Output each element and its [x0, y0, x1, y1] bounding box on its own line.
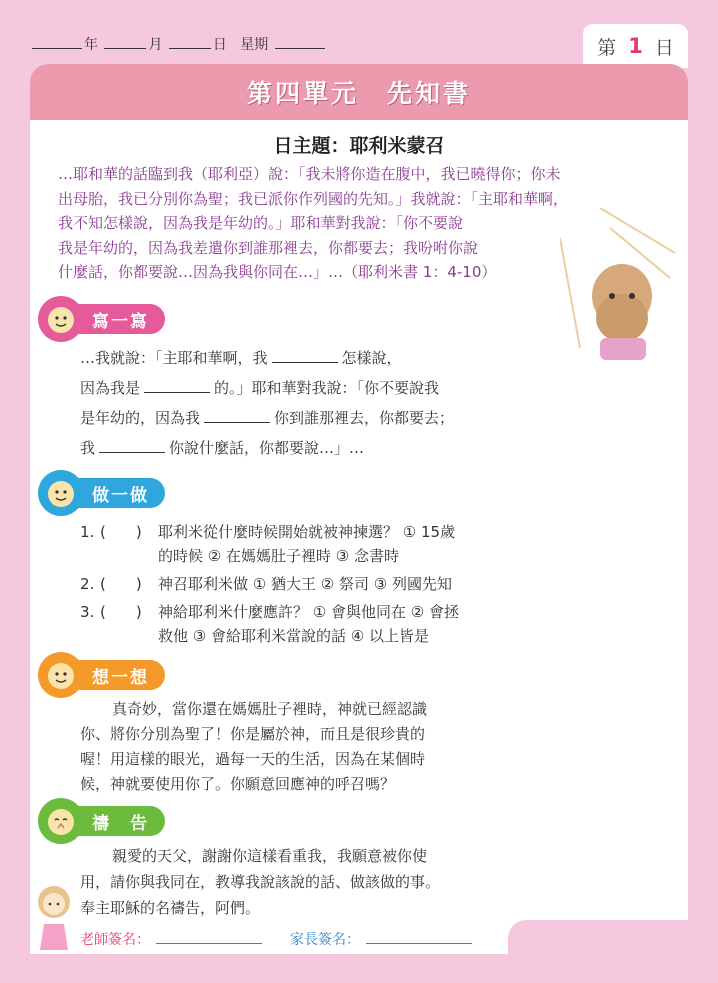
prayer-line: 親愛的天父，謝謝你這樣看重我，我願意被你使: [112, 847, 428, 865]
parent-signature-line[interactable]: [366, 931, 472, 944]
child-face-icon: [38, 652, 84, 698]
scripture-line: 我是年幼的，因為我差遣你到誰那裡去，你都要去；我吩咐你說: [58, 238, 479, 257]
scripture-line: 我不知怎樣說，因為我是年幼的。」耶和華對我說：「你不要說: [58, 214, 464, 232]
scripture-line: 出母胎，我已分別你為聖；我已派你作列國的先知。」我就說：「主耶和華啊，: [58, 189, 569, 208]
question-text: 神給耶利米什麼應許？ ① 會與他同在 ② 會拯: [158, 603, 459, 621]
card-corner-cutout: [508, 920, 718, 983]
section-do-title: 做一做: [68, 478, 165, 508]
think-line: 你、將你分別為聖了！你是屬於神，而且是很珍貴的: [80, 725, 426, 743]
question-text: 耶利米從什麼時候開始就被神揀選？ ① 15歲: [158, 523, 456, 541]
fill-blank[interactable]: [99, 440, 165, 453]
day-prefix: 第: [597, 36, 617, 59]
question-number: 1.: [80, 523, 95, 541]
fill-blank[interactable]: [204, 410, 270, 423]
weekday-blank[interactable]: [275, 36, 325, 49]
question-text: 神召耶利米做 ① 猶大王 ② 祭司 ③ 列國先知: [158, 575, 452, 593]
child-face-icon: [38, 470, 84, 516]
think-line: 真奇妙，當你還在媽媽肚子裡時，神就已經認識: [112, 700, 428, 718]
think-line: 候，神就要使用你了。你願意回應神的呼召嗎？: [80, 775, 396, 793]
question-text-cont: 救他 ③ 會給耶利米當說的話 ④ 以上皆是: [158, 627, 429, 645]
write-line: 我 你說什麼話，你都要說…」…: [80, 439, 365, 457]
think-line: 喔！用這樣的眼光，過每一天的生活，因為在某個時: [80, 750, 426, 768]
section-write-tag: [38, 296, 165, 342]
answer-box[interactable]: ( ): [100, 603, 142, 621]
answer-box[interactable]: ( ): [100, 523, 142, 541]
parent-signature: [290, 929, 472, 949]
scripture-line: …耶和華的話臨到我（耶利亞）說：「我未將你造在腹中，我已曉得你；你未: [58, 165, 561, 183]
write-line: …我就說：「主耶和華啊，我 怎樣說，: [80, 349, 402, 367]
year-label: 年: [84, 37, 98, 53]
answer-box[interactable]: ( ): [100, 575, 142, 593]
section-pray-title: 禱 告: [68, 806, 165, 836]
prophet-illustration-icon: [560, 208, 680, 378]
day-label: 日: [212, 37, 227, 53]
topic-title: 日主題：耶利米蒙召: [273, 135, 445, 157]
month-label: 月: [148, 37, 163, 53]
day-blank[interactable]: [169, 36, 211, 49]
date-line: [30, 34, 327, 54]
unit-header: [30, 64, 688, 120]
think-paragraph: [80, 697, 427, 797]
fill-blank[interactable]: [144, 380, 210, 393]
section-pray-tag: [38, 798, 165, 844]
teacher-signature-label: 老師簽名：: [80, 932, 150, 948]
section-do-tag: [38, 470, 165, 516]
question-3: [80, 600, 459, 648]
teacher-signature-line[interactable]: [156, 931, 262, 944]
day-number-tab: [583, 24, 688, 68]
child-face-icon: [38, 296, 84, 342]
question-number: 3.: [80, 603, 95, 621]
write-line: 因為我是 的。」耶和華對我說：「你不要說我: [80, 379, 440, 397]
day-suffix: 日: [654, 36, 674, 59]
question-1: [80, 520, 455, 568]
girl-illustration-icon: [34, 884, 74, 954]
prayer-line: 奉主耶穌的名禱告，阿們。: [80, 899, 261, 917]
teacher-signature: [80, 929, 262, 949]
day-number: 1: [628, 34, 643, 58]
weekday-label: 星期: [240, 37, 269, 53]
prayer-paragraph: [80, 843, 440, 921]
write-line: 是年幼的，因為我 你到誰那裡去，你都要去；: [80, 409, 455, 427]
section-write-title: 寫一寫: [68, 304, 165, 334]
prayer-line: 用，請你與我同在，教導我說該說的話、做該做的事。: [80, 873, 441, 891]
praying-child-icon: [38, 798, 84, 844]
unit-title: 第四單元 先知書: [246, 79, 471, 108]
parent-signature-label: 家長簽名：: [290, 932, 360, 948]
write-exercise: [80, 343, 454, 463]
question-2: [80, 572, 452, 596]
question-text-cont: 的時候 ② 在媽媽肚子裡時 ③ 念書時: [158, 547, 399, 565]
fill-blank[interactable]: [272, 350, 338, 363]
section-think-tag: [38, 652, 165, 698]
month-blank[interactable]: [104, 36, 146, 49]
question-number: 2.: [80, 575, 95, 593]
year-blank[interactable]: [32, 36, 82, 49]
scripture-line: 什麼話，你都要說…因為我與你同在…」…（耶利米書 1：4-10）: [58, 263, 497, 281]
section-think-title: 想一想: [68, 660, 165, 690]
